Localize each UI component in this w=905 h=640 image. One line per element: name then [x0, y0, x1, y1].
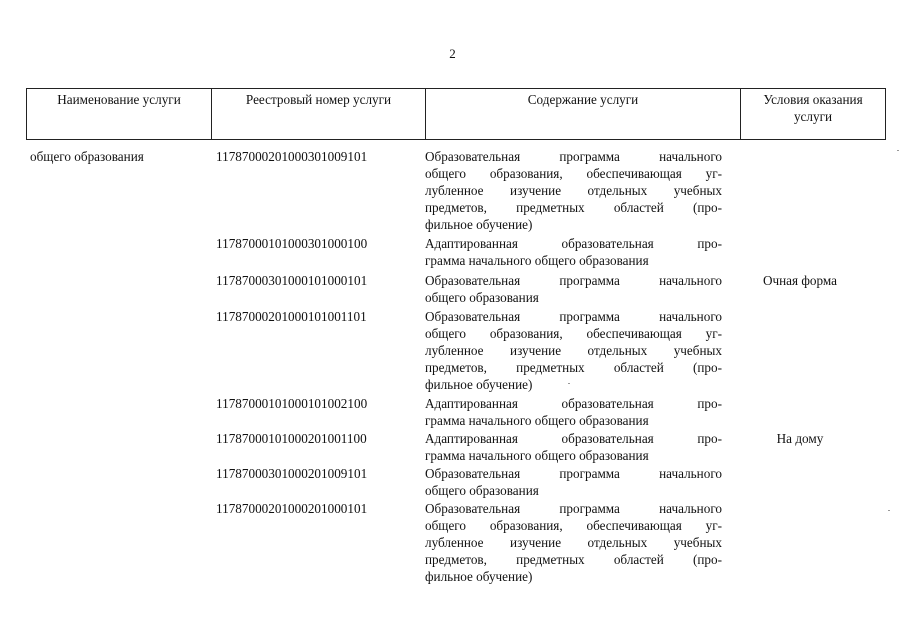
content-line: лубленное изучение отдельных учебных	[425, 343, 722, 358]
header-row	[27, 89, 886, 140]
registry-number: 11787000201000301009101	[216, 149, 368, 164]
content-line: общего образования, обеспечивающая уг-	[425, 326, 722, 341]
content-line: предметов, предметных областей (про-	[425, 200, 722, 215]
content-line: Образовательная программа начального	[425, 149, 722, 164]
registry-number: 11787000101000201001100	[216, 431, 367, 446]
condition-in-person: Очная форма	[762, 273, 838, 288]
content-line: грамма начального общего образования	[425, 253, 649, 268]
content-line: Образовательная программа начального	[425, 309, 722, 324]
content-line: Адаптированная образовательная про-	[425, 236, 722, 251]
scan-speck	[897, 150, 899, 151]
scan-speck	[568, 383, 570, 384]
service-content	[425, 235, 722, 269]
condition-at-home: На дому	[776, 431, 824, 446]
registry-number: 11787000101000301000100	[216, 236, 368, 251]
registry-number: 11787000301000101000101	[216, 273, 368, 288]
content-line: лубленное изучение отдельных учебных	[425, 535, 722, 550]
content-line: Адаптированная образовательная про-	[425, 396, 722, 411]
registry-number: 11787000101000101002100	[216, 396, 368, 411]
service-content	[425, 148, 722, 233]
content-line: общего образования	[425, 483, 539, 498]
registry-number: 11787000301000201009101	[216, 466, 368, 481]
scan-speck	[888, 510, 890, 511]
content-line: фильное обучение)	[425, 569, 533, 584]
content-line: фильное обучение)	[425, 217, 533, 232]
content-line: фильное обучение)	[425, 377, 533, 392]
header-conditions	[741, 89, 886, 140]
service-content	[425, 465, 722, 499]
content-line: предметов, предметных областей (про-	[425, 360, 722, 375]
content-line: Адаптированная образовательная про-	[425, 431, 722, 446]
header-table	[26, 88, 886, 140]
header-conditions-line1: Условия оказания	[763, 92, 863, 107]
service-content	[425, 500, 722, 585]
content-line: общего образования, обеспечивающая уг-	[425, 518, 722, 533]
header-content: Содержание услуги	[426, 89, 741, 140]
content-line: лубленное изучение отдельных учебных	[425, 183, 722, 198]
service-content	[425, 395, 722, 429]
service-content	[425, 430, 722, 464]
header-conditions-line2: услуги	[793, 109, 833, 124]
header-registry: Реестровый номер услуги	[212, 89, 426, 140]
content-line: общего образования	[425, 290, 539, 305]
registry-number: 11787000201000201000101	[216, 501, 368, 516]
content-line: предметов, предметных областей (про-	[425, 552, 722, 567]
content-line: Образовательная программа начального	[425, 501, 722, 516]
service-content	[425, 272, 722, 306]
service-name: общего образования	[30, 149, 144, 164]
registry-number: 11787000201000101001101	[216, 309, 367, 324]
content-line: грамма начального общего образования	[425, 448, 649, 463]
service-content	[425, 308, 722, 393]
header-name: Наименование услуги	[27, 89, 212, 140]
page-number: 2	[449, 46, 456, 61]
content-line: общего образования, обеспечивающая уг-	[425, 166, 722, 181]
content-line: Образовательная программа начального	[425, 273, 722, 288]
content-line: Образовательная программа начального	[425, 466, 722, 481]
content-line: грамма начального общего образования	[425, 413, 649, 428]
